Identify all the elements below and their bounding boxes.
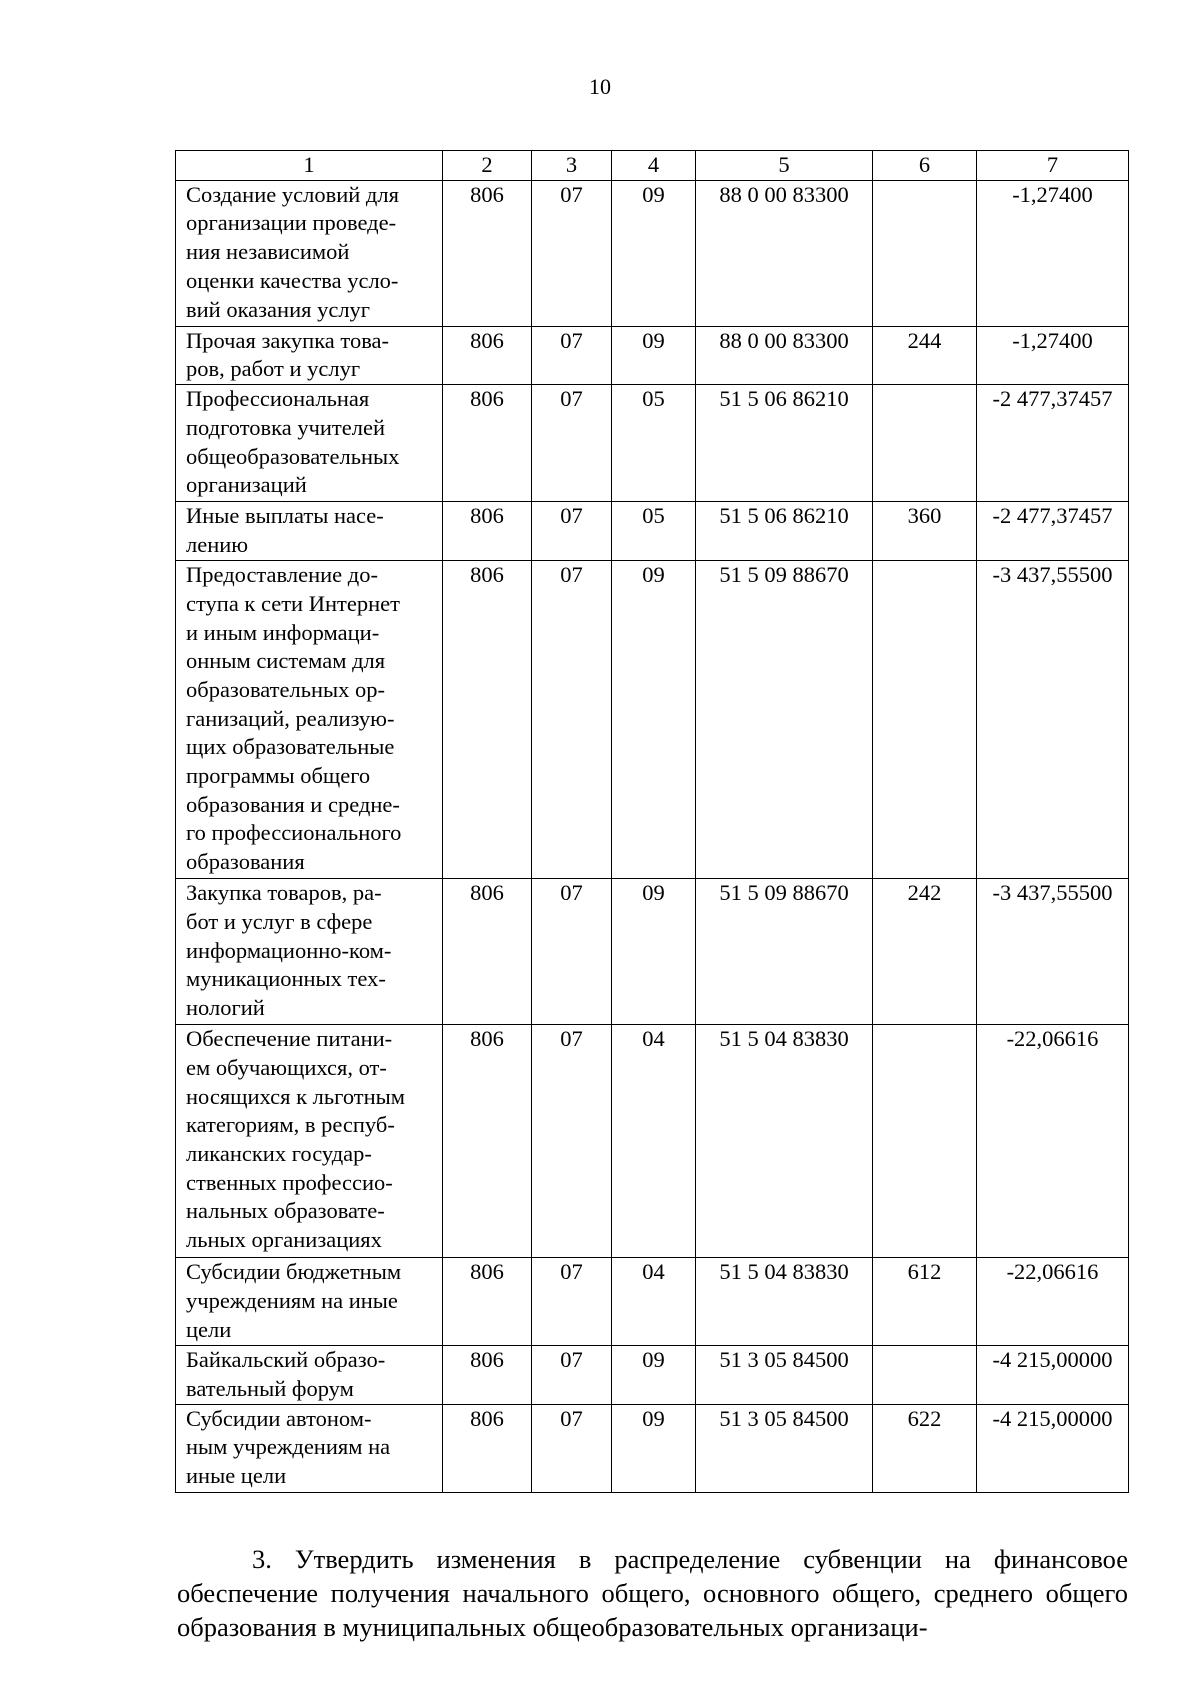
cell-col-3: 07 [532, 879, 612, 1025]
column-header: 4 [612, 151, 696, 181]
column-header: 7 [977, 151, 1129, 181]
row-name: Создание условий для организации проведе- ния независимой оценки качества усло- вий оказания услуг [176, 180, 443, 326]
cell-col-4: 09 [612, 561, 696, 879]
row-name: Предоставление до- ступа к сети Интернет и иным информаци- онным системам для образовательных ор- ганизаций, реализую- щих образовательные программы общего образования и средне- го профессионального образования [176, 561, 443, 879]
cell-col-6: 242 [873, 879, 977, 1025]
table-row [176, 1258, 1129, 1346]
cell-col-2: 806 [443, 1025, 532, 1258]
cell-col-2: 806 [443, 879, 532, 1025]
row-name: Байкальский образо- вательный форум [176, 1346, 443, 1404]
table-header-row [176, 151, 1129, 181]
cell-col-3: 07 [532, 561, 612, 879]
cell-col-7: -1,27400 [977, 180, 1129, 326]
table-row [176, 326, 1129, 384]
cell-col-2: 806 [443, 502, 532, 561]
cell-col-5: 88 0 00 83300 [696, 180, 873, 326]
column-header: 5 [696, 151, 873, 181]
cell-col-5: 51 5 04 83830 [696, 1258, 873, 1346]
cell-col-6: 612 [873, 1258, 977, 1346]
cell-col-5: 51 5 06 86210 [696, 385, 873, 502]
row-name: Обеспечение питани- ем обучающихся, от- носящихся к льготным категориям, в респуб- ликанских государ- ственных профессио- нальных образовате- льных организациях [176, 1025, 443, 1258]
cell-col-4: 09 [612, 180, 696, 326]
cell-col-7: -3 437,55500 [977, 561, 1129, 879]
cell-col-6 [873, 1346, 977, 1404]
cell-col-4: 09 [612, 1404, 696, 1492]
cell-col-2: 806 [443, 1404, 532, 1492]
column-header: 3 [532, 151, 612, 181]
cell-col-4: 04 [612, 1258, 696, 1346]
column-header: 2 [443, 151, 532, 181]
table-row [176, 1025, 1129, 1258]
cell-col-7: -4 215,00000 [977, 1346, 1129, 1404]
table-row [176, 879, 1129, 1025]
cell-col-4: 09 [612, 326, 696, 384]
cell-col-3: 07 [532, 180, 612, 326]
budget-table [175, 150, 1129, 1493]
cell-col-7: -2 477,37457 [977, 385, 1129, 502]
cell-col-2: 806 [443, 561, 532, 879]
cell-col-6: 244 [873, 326, 977, 384]
cell-col-7: -22,06616 [977, 1025, 1129, 1258]
cell-col-4: 09 [612, 1346, 696, 1404]
cell-col-6 [873, 1025, 977, 1258]
cell-col-2: 806 [443, 1258, 532, 1346]
column-header: 1 [176, 151, 443, 181]
table-row [176, 502, 1129, 561]
cell-col-5: 51 3 05 84500 [696, 1404, 873, 1492]
cell-col-3: 07 [532, 385, 612, 502]
cell-col-5: 88 0 00 83300 [696, 326, 873, 384]
cell-col-5: 51 5 09 88670 [696, 561, 873, 879]
cell-col-7: -2 477,37457 [977, 502, 1129, 561]
table-row [176, 1346, 1129, 1404]
cell-col-6 [873, 385, 977, 502]
row-name: Субсидии автоном- ным учреждениям на иные цели [176, 1404, 443, 1492]
cell-col-4: 05 [612, 502, 696, 561]
cell-col-7: -22,06616 [977, 1258, 1129, 1346]
cell-col-7: -3 437,55500 [977, 879, 1129, 1025]
cell-col-3: 07 [532, 502, 612, 561]
body-paragraph: 3. Утвердить изменения в распределение субвенции на финансовое обеспечение получения начального общего, основного общего, среднего общего образования в муниципальных общеобразовательных организаци- [177, 1544, 1128, 1642]
cell-col-4: 05 [612, 385, 696, 502]
page-number: 10 [589, 74, 611, 99]
row-name: Профессиональная подготовка учителей общеобразовательных организаций [176, 385, 443, 502]
column-header: 6 [873, 151, 977, 181]
cell-col-3: 07 [532, 1025, 612, 1258]
table-row [176, 561, 1129, 879]
cell-col-4: 04 [612, 1025, 696, 1258]
cell-col-6: 360 [873, 502, 977, 561]
row-name: Закупка товаров, ра- бот и услуг в сфере информационно-ком- муникационных тех- нологий [176, 879, 443, 1025]
cell-col-2: 806 [443, 385, 532, 502]
table-row [176, 180, 1129, 326]
cell-col-7: -4 215,00000 [977, 1404, 1129, 1492]
cell-col-6 [873, 180, 977, 326]
cell-col-6: 622 [873, 1404, 977, 1492]
cell-col-3: 07 [532, 1258, 612, 1346]
cell-col-5: 51 5 09 88670 [696, 879, 873, 1025]
cell-col-6 [873, 561, 977, 879]
cell-col-5: 51 5 06 86210 [696, 502, 873, 561]
cell-col-7: -1,27400 [977, 326, 1129, 384]
cell-col-3: 07 [532, 1346, 612, 1404]
row-name: Субсидии бюджетным учреждениям на иные цели [176, 1258, 443, 1346]
row-name: Прочая закупка това- ров, работ и услуг [176, 326, 443, 384]
cell-col-3: 07 [532, 326, 612, 384]
cell-col-2: 806 [443, 1346, 532, 1404]
cell-col-3: 07 [532, 1404, 612, 1492]
cell-col-5: 51 5 04 83830 [696, 1025, 873, 1258]
table-row [176, 1404, 1129, 1492]
table-row [176, 385, 1129, 502]
cell-col-5: 51 3 05 84500 [696, 1346, 873, 1404]
row-name: Иные выплаты насе- лению [176, 502, 443, 561]
cell-col-2: 806 [443, 180, 532, 326]
cell-col-2: 806 [443, 326, 532, 384]
cell-col-4: 09 [612, 879, 696, 1025]
